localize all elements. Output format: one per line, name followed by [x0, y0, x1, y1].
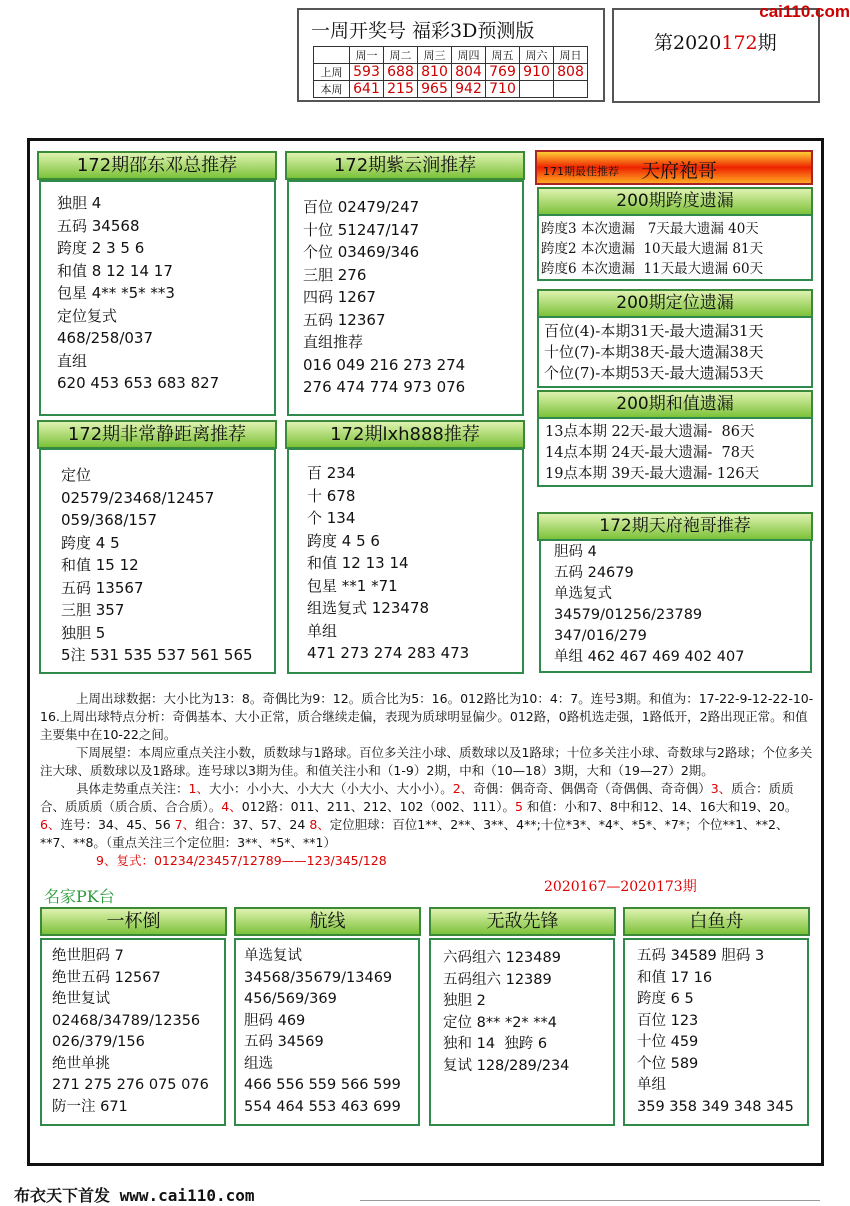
text-line: 026/379/156: [52, 1034, 145, 1050]
panel-kuadu: [537, 214, 813, 281]
panel-ziyun: [287, 180, 524, 416]
focus-item-text: 定位胆球：百位1**、2**、3**、4**;十位*3*、*4*、*5*、*7*；个位**1、**2、**7、**8。（重点关注三个定位胆：3**、*5*、**1）: [40, 817, 789, 850]
pk-title-yibei: 一杯倒: [40, 907, 227, 936]
text-line: 02468/34789/12356: [52, 1012, 201, 1029]
text-line: 和值 15 12: [61, 556, 139, 574]
draw-number: [554, 81, 588, 98]
footer-brand: 布衣天下首发 www.cai110.com: [14, 1186, 255, 1205]
text-line: 单选复式: [554, 586, 612, 602]
text-line: 五码组六 12389: [443, 971, 552, 988]
text-line: 跨度2 本次遗漏 10天最大遗漏 81天: [541, 241, 764, 257]
panel-title-lxh: 172期lxh888推荐: [285, 420, 525, 449]
text-line: 三胆 357: [61, 601, 125, 619]
day-header: 周五: [486, 47, 520, 64]
draw-number: 593: [350, 64, 384, 81]
text-line: 直组: [57, 351, 88, 370]
pk-panel-yibei: [40, 938, 226, 1126]
footer-divider: [360, 1200, 820, 1201]
this-week-row: 本周 641 215 965 942 710: [314, 81, 588, 98]
issue-number: 第2020172期: [654, 32, 777, 54]
text-line: 定位复式: [57, 306, 118, 325]
text-line: 359 358 349 348 345: [637, 1098, 794, 1115]
text-line: 五码 34568: [57, 216, 140, 235]
best-recommend-bar: [535, 150, 813, 185]
text-line: 五码 34589 胆码 3: [637, 948, 765, 964]
focus-item-number: 5: [514, 799, 527, 814]
text-line: 胆码 469: [244, 1012, 306, 1029]
text-line: 五码 24679: [554, 565, 634, 581]
text-line: 独胆 5: [61, 623, 106, 642]
day-header: 周一: [350, 47, 384, 64]
panel-hezhi-body: [545, 422, 759, 485]
panel-lxh-body: [307, 462, 469, 665]
panel-title-kuadu: 200期跨度遗漏: [537, 187, 813, 216]
focus-item-text: 组合：37、57、24: [195, 817, 310, 832]
text-line: 554 464 553 463 699: [244, 1098, 401, 1115]
panel-shao-body: [57, 192, 219, 395]
panel-jingli-body: [61, 464, 253, 667]
panel-hezhi: [537, 417, 813, 487]
text-line: 四码 1267: [303, 288, 376, 306]
text-line: 定位: [61, 466, 92, 484]
analysis-outlook: 下周展望：本周应重点关注小数，质数球与1路球。百位多关注小球、质数球以及1路球；十位多关注小球、奇数球与2路球；个位多关注大球、质数球以及1路球。连号球以3期为佳。和值关注小和（1-9）2期，中和（10—18）3期，大和（19—27）2期。: [40, 745, 813, 778]
focus-item-number: 3、: [710, 781, 732, 796]
analysis-focus: 具体走势重点关注：1、大小：小小大、小大大（小大小、大小小）。2、奇偶：偶奇奇、偶偶奇（奇偶偶、奇奇偶）3、质合：质质合、质质质（质合质、合合质）。4、012路：011、211、212、102（002、111）。5 和值：小和7、8中和12、14、16大和19、20。6、连号：34、45、56 7、组合：37、57、24 8、定位胆球：百位1**、2**、3**、4**;十位*3*、*4*、*5*、*7*；个位**1、**2、**7、**8。（重点关注三个定位胆：3**、*5*、**1）: [40, 781, 798, 850]
pk-title-hangxian: 航线: [234, 907, 421, 936]
day-header: 周六: [520, 47, 554, 64]
panel-tianfu: [539, 539, 812, 673]
day-header: 周三: [418, 47, 452, 64]
text-line: 防一注 671: [52, 1098, 128, 1115]
text-line: 跨度 4 5: [61, 533, 120, 552]
text-line: 绝世复试: [52, 991, 110, 1007]
text-line: 跨度 2 3 5 6: [57, 239, 145, 257]
draw-number: 641: [350, 81, 384, 98]
panel-dingwei: [537, 316, 813, 388]
weekly-draw-box: [297, 8, 605, 102]
text-line: 绝世五码 12567: [52, 969, 161, 986]
pk-title-baiyu: 白鱼舟: [623, 907, 810, 936]
pk-title-wudi: 无敌先锋: [429, 907, 616, 936]
text-line: 独胆 4: [57, 194, 102, 212]
draw-number: 965: [418, 81, 452, 98]
panel-shao: [39, 180, 276, 416]
text-line: 单组 462 467 469 402 407: [554, 649, 745, 665]
text-line: 14点本期 24天-最大遗漏- 78天: [545, 445, 755, 461]
focus-item-text: 质合：质质合、质质质（质合质、合合质）。: [40, 781, 794, 814]
period-range: 2020167—2020173期: [544, 879, 697, 895]
text-line: 百 234: [307, 464, 356, 482]
text-line: 十 678: [307, 486, 356, 505]
text-line: 五码 12367: [303, 310, 386, 329]
panel-ziyun-body: [303, 196, 465, 399]
focus-item-text: 和值：小和7、8中和12、14、16大和19、20。: [526, 799, 798, 814]
text-line: 456/569/369: [244, 991, 337, 1007]
analysis-fushi: 9、复式：01234/23457/12789——123/345/128: [96, 853, 387, 868]
text-line: 347/016/279: [554, 628, 647, 644]
text-line: 276 474 774 973 076: [303, 378, 466, 396]
day-header: 周二: [384, 47, 418, 64]
text-line: 个位 03469/346: [303, 243, 420, 261]
day-header: 周日: [554, 47, 588, 64]
text-line: 五码 13567: [61, 578, 144, 597]
text-line: 跨度6 本次遗漏 11天最大遗漏 60天: [541, 261, 764, 277]
draw-number: 808: [554, 64, 588, 81]
text-line: 个位 589: [637, 1055, 699, 1072]
best-recommend-name: 天府袍哥: [641, 160, 718, 182]
text-line: 绝世胆码 7: [52, 948, 124, 964]
text-line: 34579/01256/23789: [554, 607, 703, 623]
focus-item-number: 4、: [221, 799, 242, 814]
text-line: 单组: [637, 1077, 666, 1093]
draw-number: 769: [486, 64, 520, 81]
focus-item-number: 6、: [40, 817, 61, 832]
text-line: 471 273 274 283 473: [307, 644, 470, 662]
pk-label: 名家PK台: [44, 887, 115, 906]
text-line: 单选复试: [244, 948, 302, 964]
text-line: 620 453 653 683 827: [57, 374, 220, 392]
last-week-row: 上周 593 688 810 804 769 910 808: [314, 64, 588, 81]
text-line: 和值 12 13 14: [307, 554, 409, 572]
focus-item-number: 1、: [188, 781, 209, 796]
draw-number: 804: [452, 64, 486, 81]
text-line: 个位(7)-本期53天-最大遗漏53天: [544, 364, 764, 382]
panel-dingwei-body: [544, 321, 764, 384]
text-line: 包星 **1 *71: [307, 576, 398, 595]
text-line: 十位 459: [637, 1034, 699, 1050]
text-line: 组选: [244, 1055, 273, 1072]
site-logo[interactable]: cai110.com: [759, 2, 850, 21]
text-line: 和值 8 12 14 17: [57, 261, 173, 280]
trend-analysis: [40, 690, 815, 870]
text-line: 466 556 559 566 599: [244, 1077, 401, 1093]
text-line: 复试 128/289/234: [443, 1057, 570, 1074]
weekly-draw-table: [313, 46, 588, 98]
text-line: 059/368/157: [61, 511, 157, 529]
text-line: 跨度3 本次遗漏 7天最大遗漏 40天: [541, 221, 759, 237]
draw-number: 710: [486, 81, 520, 98]
text-line: 五码 34569: [244, 1034, 324, 1050]
text-line: 定位 8** *2* **4: [443, 1014, 558, 1031]
text-line: 34568/35679/13469: [244, 969, 393, 986]
text-line: 百位 02479/247: [303, 198, 420, 216]
text-line: 三胆 276: [303, 265, 367, 284]
panel-jingli: [39, 448, 276, 674]
text-line: 绝世单挑: [52, 1055, 110, 1072]
panel-lxh: [287, 448, 524, 674]
text-line: 直组推荐: [303, 333, 364, 351]
text-line: 组选复式 123478: [307, 599, 430, 617]
text-line: 十位(7)-本期38天-最大遗漏38天: [544, 343, 764, 361]
text-line: 468/258/037: [57, 329, 153, 347]
day-header: 周四: [452, 47, 486, 64]
text-line: 和值 17 16: [637, 969, 713, 986]
text-line: 271 275 276 075 076: [52, 1077, 209, 1093]
panel-kuadu-body: [541, 219, 763, 279]
focus-item-number: 7、: [174, 817, 196, 832]
text-line: 胆码 4: [554, 544, 597, 560]
text-line: 5注 531 535 537 561 565: [61, 646, 253, 664]
panel-title-hezhi: 200期和值遗漏: [537, 390, 813, 419]
focus-item-number: 2、: [452, 781, 474, 796]
focus-item-text: 连号：34、45、56: [60, 817, 175, 832]
draw-number: 942: [452, 81, 486, 98]
text-line: 13点本期 22天-最大遗漏- 86天: [545, 424, 755, 440]
text-line: 百位 123: [637, 1012, 699, 1029]
analysis-last-week: 上周出球数据：大小比为13：8。奇偶比为9：12。质合比为5：16。012路比为10：4：7。连号3期。和值为：17-22-9-12-22-10-16.上周出球特点分析：奇偶基本、大小正常，质合继续走偏，表现为质球明显偏少。012路，0路机选走强，1路低开，2路出现正常。和值主要集中在10-22之间。: [40, 691, 814, 742]
draw-number: [520, 81, 554, 98]
focus-item-text: 奇偶：偶奇奇、偶偶奇（奇偶偶、奇奇偶）: [473, 781, 711, 796]
text-line: 单组: [307, 621, 338, 640]
header-title: 一周开奖号 福彩3D预测版: [311, 20, 535, 42]
text-line: 016 049 216 273 274: [303, 355, 466, 374]
focus-item-text: 大小：小小大、小大大（小大小、大小小）。: [208, 781, 453, 796]
draw-number: 688: [384, 64, 418, 81]
issue-box: [612, 8, 820, 103]
text-line: 02579/23468/12457: [61, 488, 215, 507]
text-line: 包星 4** *5* **3: [57, 284, 175, 302]
text-line: 跨度 4 5 6: [307, 531, 380, 550]
pk-panel-baiyu: [623, 938, 809, 1126]
text-line: 十位 51247/147: [303, 220, 420, 239]
draw-number: 910: [520, 64, 554, 81]
best-recommend-small: 171期最佳推荐: [543, 165, 619, 178]
pk-panel-wudi: [429, 938, 615, 1126]
text-line: 个 134: [307, 509, 356, 527]
focus-item-text: 012路：011、211、212、102（002、111）。: [241, 799, 515, 814]
panel-title-tianfu: 172期天府袍哥推荐: [537, 512, 813, 541]
pk-panel-hangxian: [234, 938, 420, 1126]
panel-tianfu-body: [554, 542, 744, 668]
text-line: 百位(4)-本期31天-最大遗漏31天: [544, 322, 764, 340]
panel-title-shao: 172期邵东邓总推荐: [37, 151, 277, 180]
draw-number: 215: [384, 81, 418, 98]
panel-title-jingli: 172期非常静距离推荐: [37, 420, 277, 449]
panel-title-dingwei: 200期定位遗漏: [537, 289, 813, 318]
text-line: 独和 14 独跨 6: [443, 1036, 548, 1052]
text-line: 跨度 6 5: [637, 991, 694, 1007]
panel-title-ziyun: 172期紫云涧推荐: [285, 151, 525, 180]
text-line: 19点本期 39天-最大遗漏- 126天: [545, 466, 760, 482]
text-line: 独胆 2: [443, 993, 486, 1009]
text-line: 六码组六 123489: [443, 950, 561, 966]
draw-number: 810: [418, 64, 452, 81]
focus-item-number: 8、: [309, 817, 330, 832]
